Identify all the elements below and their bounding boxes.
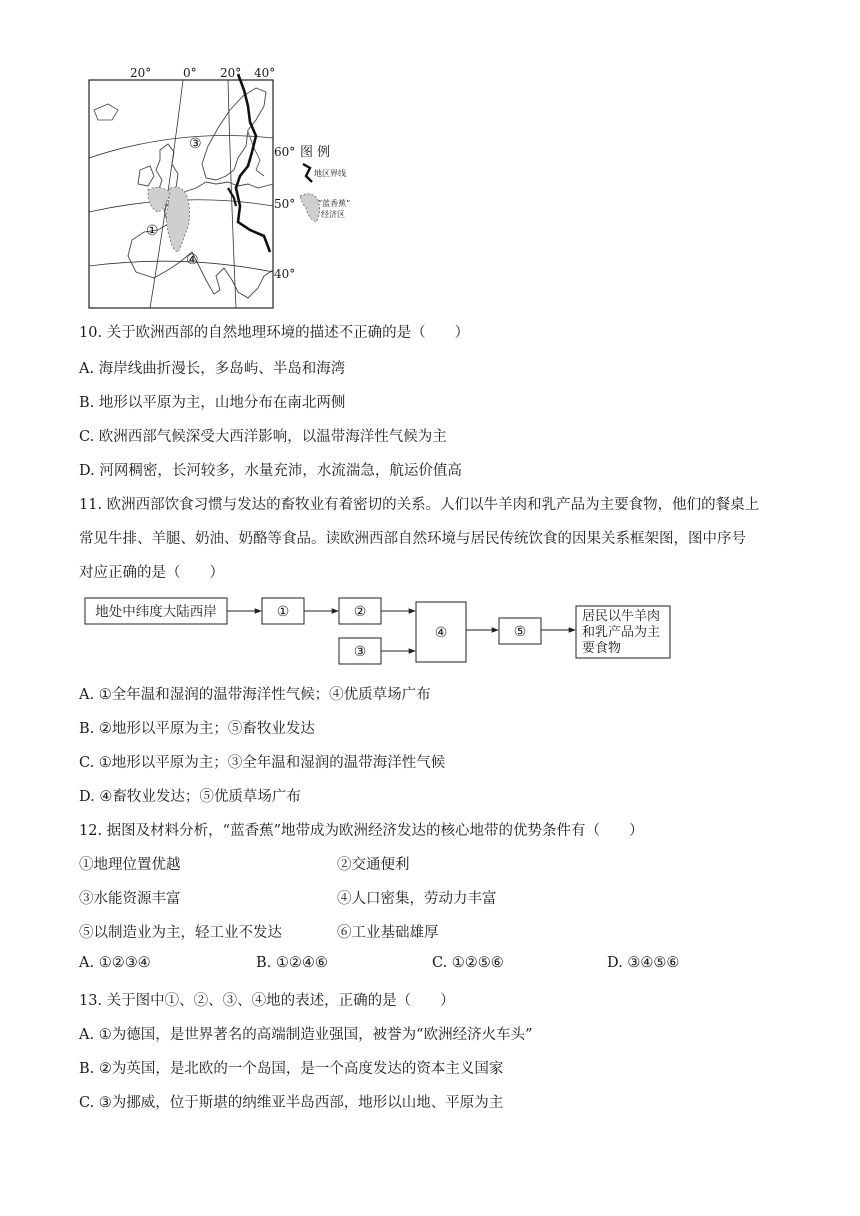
banana-zone-icon [300, 194, 320, 222]
question-10-stem: 10. 关于欧洲西部的自然地理环境的描述不正确的是（ ） [79, 325, 470, 341]
question-12-condition: ②交通便利 [337, 857, 410, 873]
question-12-option-c: C. ①②⑤⑥ [432, 955, 504, 971]
question-12-condition: ⑥工业基础雄厚 [337, 925, 439, 941]
flow-box-4-label: ④ [434, 625, 448, 641]
lat-label: 40° [274, 267, 296, 281]
flow-box-3-label: ③ [353, 644, 367, 660]
question-12-condition: ①地理位置优越 [79, 857, 181, 873]
question-10-option-a: A. 海岸线曲折漫长，多岛屿、半岛和海湾 [79, 361, 346, 377]
question-11-option-b: B. ②地形以平原为主；⑤畜牧业发达 [79, 721, 315, 737]
question-10-option-c: C. 欧洲西部气候深受大西洋影响，以温带海洋性气候为主 [79, 429, 447, 445]
lon-label: 20° [220, 66, 242, 80]
region-label: ① [146, 223, 159, 239]
flow-box-2-label: ② [353, 604, 367, 620]
lon-label: 40° [254, 66, 276, 80]
region-label: ③ [189, 136, 202, 152]
europe-map [88, 66, 378, 311]
legend-title: 图 例 [300, 145, 331, 160]
legend-banana-label: 经济区 [321, 210, 345, 219]
region-label: ④ [186, 252, 199, 268]
question-11-stem: 对应正确的是（ ） [79, 565, 224, 581]
question-10-option-d: D. 河网稠密，长河较多，水量充沛，水流湍急，航运价值高 [79, 463, 462, 479]
question-13-option-a: A. ①为德国，是世界著名的高端制造业强国，被誉为“欧洲经济火车头” [79, 1027, 533, 1043]
flow-box-1-label: ① [276, 604, 290, 620]
question-11-stem: 11. 欧洲西部饮食习惯与发达的畜牧业有着密切的关系。人们以牛羊肉和乳产品为主要食物，他们的餐桌上 [79, 497, 760, 513]
question-13-option-c: C. ③为挪威，位于斯堪的纳维亚半岛西部，地形以山地、平原为主 [79, 1095, 504, 1111]
flow-box-start-label: 地处中纬度大陆西岸 [95, 604, 217, 620]
question-12-condition: ⑤以制造业为主，轻工业不发达 [79, 925, 282, 941]
flow-box-result-label: 居民以牛羊肉 [582, 609, 661, 624]
legend-boundary-label: 地区界线 [314, 169, 346, 178]
lon-label: 0° [183, 66, 197, 80]
legend-banana-label: “蓝香蕉” [318, 199, 351, 208]
question-10-option-b: B. 地形以平原为主，山地分布在南北两侧 [79, 395, 346, 411]
question-11-option-d: D. ④畜牧业发达；⑤优质草场广布 [79, 789, 301, 805]
question-12-condition: ④人口密集，劳动力丰富 [337, 891, 497, 907]
lon-label: 20° [130, 66, 152, 80]
flow-box-result-label: 要食物 [582, 641, 622, 656]
question-12-option-a: A. ①②③④ [79, 955, 151, 971]
question-12-option-d: D. ③④⑤⑥ [607, 955, 680, 971]
question-12-option-b: B. ①②④⑥ [256, 955, 328, 971]
lat-label: 60° [274, 145, 296, 159]
flow-box-result-label: 和乳产品为主 [582, 625, 661, 640]
boundary-line-icon [303, 164, 312, 182]
question-11-option-a: A. ①全年温和湿润的温带海洋性气候；④优质草场广布 [79, 687, 431, 703]
question-12-condition: ③水能资源丰富 [79, 891, 181, 907]
question-11-option-c: C. ①地形以平原为主；③全年温和湿润的温带海洋性气候 [79, 755, 446, 771]
question-11-stem: 常见牛排、羊腿、奶油、奶酪等食品。读欧洲西部自然环境与居民传统饮食的因果关系框架图，图中序号 [79, 531, 746, 547]
cause-effect-flowchart [82, 574, 682, 666]
flow-box-5-label: ⑤ [513, 624, 527, 640]
lat-label: 50° [274, 197, 296, 211]
question-12-stem: 12. 据图及材料分析，“蓝香蕉”地带成为欧洲经济发达的核心地带的优势条件有（ ） [79, 823, 644, 839]
question-13-stem: 13. 关于图中①、②、③、④地的表述，正确的是（ ） [79, 993, 455, 1009]
question-13-option-b: B. ②为英国，是北欧的一个岛国，是一个高度发达的资本主义国家 [79, 1061, 504, 1077]
